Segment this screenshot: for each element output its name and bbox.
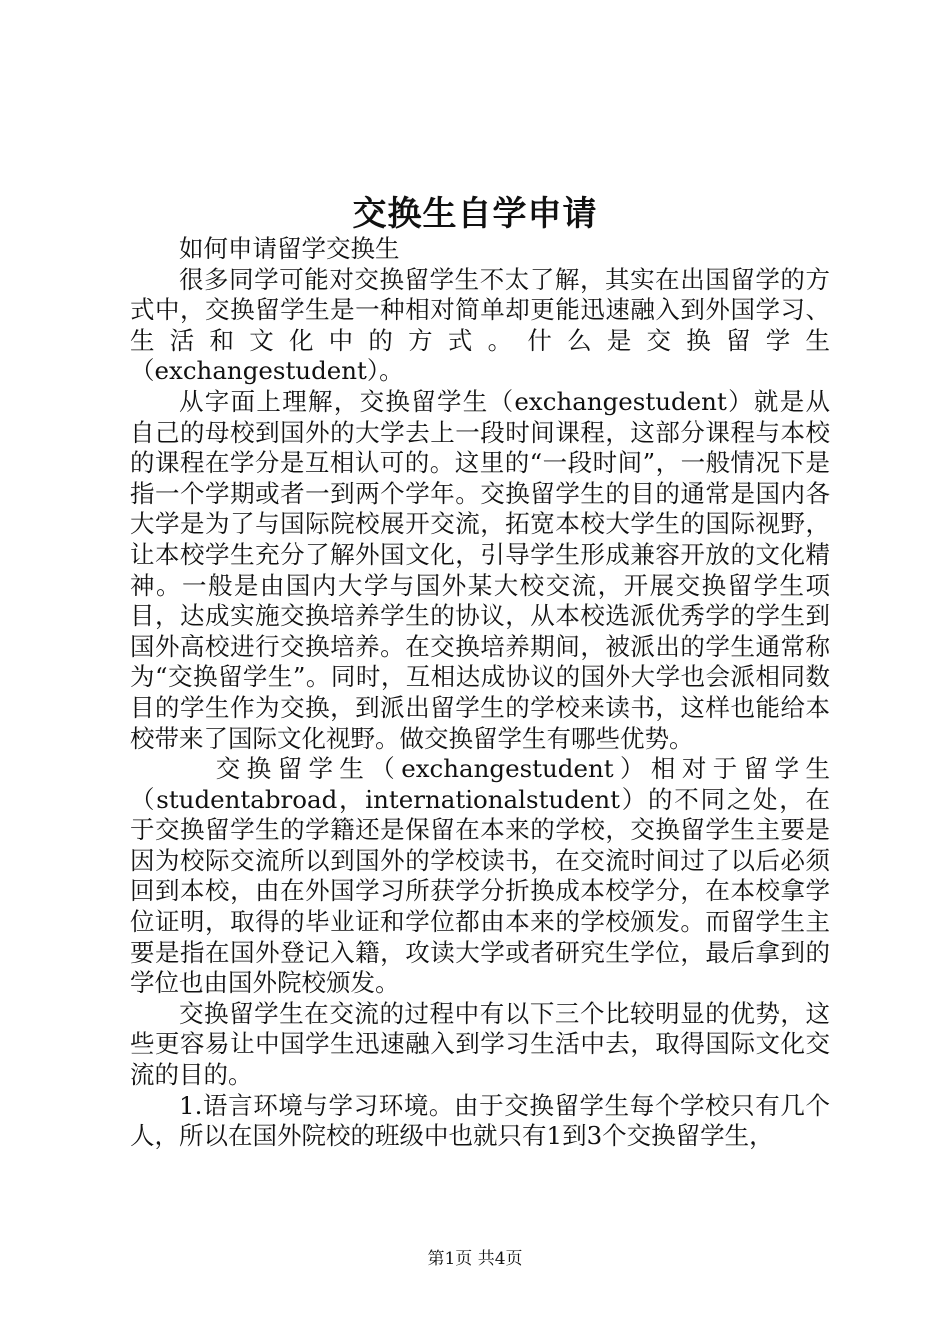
paragraph: 很多同学可能对交换留学生不太了解，其实在出国留学的方式中，交换留学生是一种相对简单却更能迅速融入到外国学习、生活和文化中的方式。什么是交换留学生 — [130, 264, 830, 355]
paragraph: 如何申请留学交换生 — [179, 234, 400, 263]
paragraph: （exchangestudent）。 — [130, 356, 404, 386]
paragraph: （studentabroad，internationalstudent）的不同之处，在于交换留学生的学籍还是保留在本来的学校，交换留学生主要是因为校际交流所以到国外的学校读书，在交流时间过了以后必须回到本校，由在外国学习所获学分折换成本校学分，在本校拿学位证明，取得的毕业证和学位都由本来的学校颁发。而留学生主要是指在国外登记入籍，攻读大学或者研究生学位，最后拿到的学位也由国外院校颁发。 — [130, 784, 830, 998]
document-title: 交换生自学申请 — [352, 194, 598, 234]
paragraph: 1.语言环境与学习环境。由于交换留学生每个学校只有几个人，所以在国外院校的班级中也就只有1到3个交换留学生， — [130, 1090, 830, 1151]
document-body — [130, 234, 830, 1152]
paragraph: 交换留学生（exchangestudent）相对于留学生 — [215, 754, 830, 784]
paragraph: 交换留学生在交流的过程中有以下三个比较明显的优势，这些更容易让中国学生迅速融入到学习生活中去，取得国际文化交流的目的。 — [130, 998, 830, 1090]
paragraph: 从字面上理解，交换留学生（exchangestudent）就是从自己的母校到国外的大学去上一段时间课程，这部分课程与本校的课程在学分是互相认可的。这里的“一段时间”，一般情况下是指一个学期或者一到两个学年。交换留学生的目的通常是国内各大学是为了与国际院校展开交流，拓宽本校大学生的国际视野，让本校学生充分了解外国文化，引导学生形成兼容开放的文化精神。一般是由国内大学与国外某大校交流，开展交换留学生项目，达成实施交换培养学生的协议，从本校选派优秀学的学生到国外高校进行交换培养。在交换培养期间，被派出的学生通常称为“交换留学生”。同时，互相达成协议的国外大学也会派相同数目的学生作为交换，到派出留学生的学校来读书，这样也能给本校带来了国际文化视野。做交换留学生有哪些优势。 — [130, 386, 830, 753]
page-footer: 第1页 共4页 — [427, 1249, 523, 1269]
